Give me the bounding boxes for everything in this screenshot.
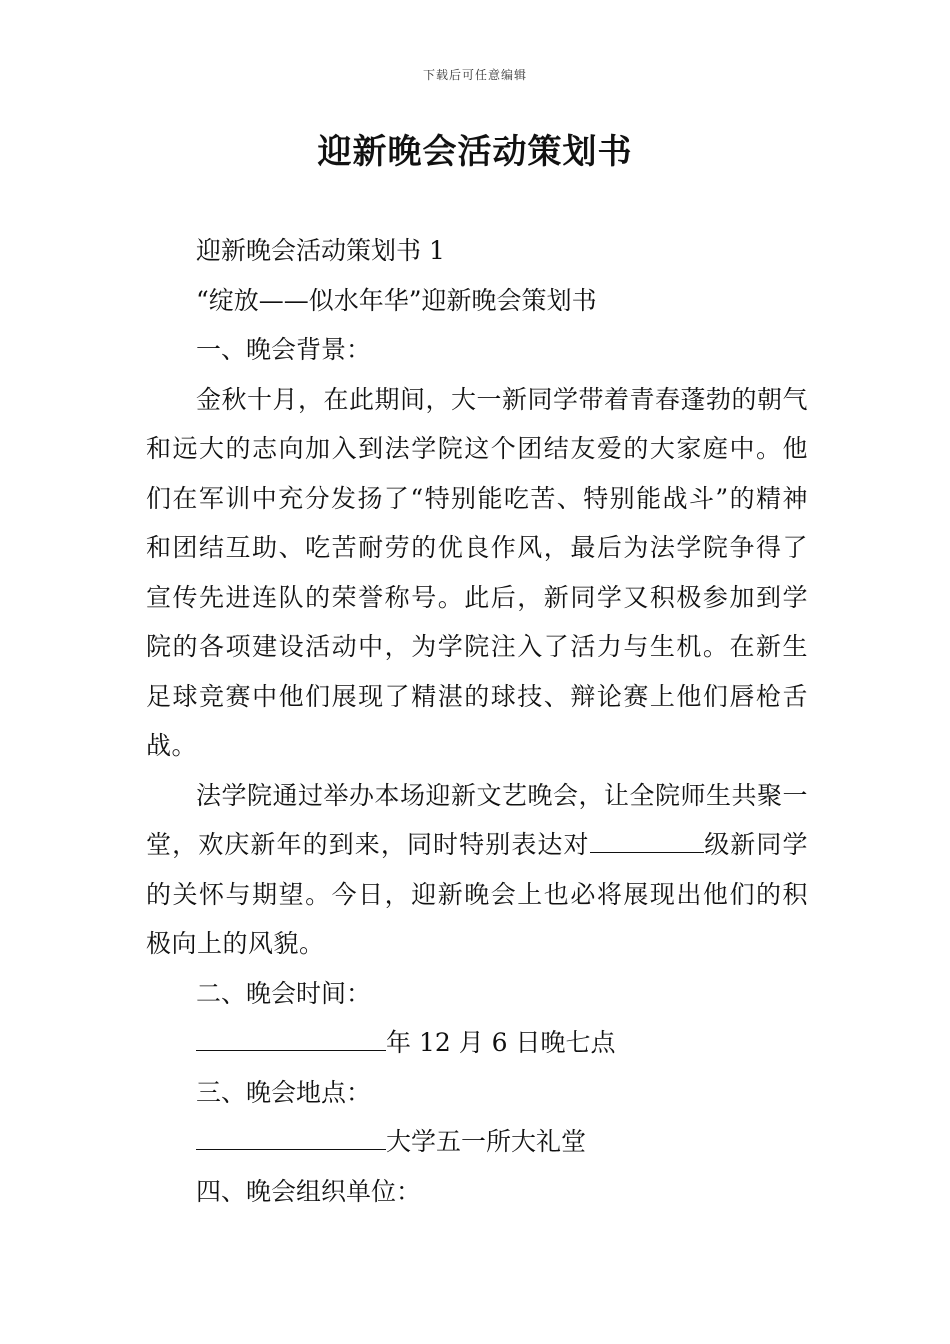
location-text: 大学五一所大礼堂 (386, 1127, 587, 1156)
location-line (146, 1117, 808, 1167)
grade-blank (590, 822, 704, 853)
plan-name-line: “绽放——似水年华”迎新晚会策划书 (196, 285, 597, 315)
purpose-paragraph (146, 771, 808, 969)
document-title: 迎新晚会活动策划书 (317, 132, 633, 172)
header-note: 下载后可任意编辑 (422, 68, 527, 82)
subtitle-line: 迎新晚会活动策划书 1 (196, 236, 445, 265)
purpose-text-before: 法学院通过举办本场迎新文艺晚会，让全院师生共聚一堂，欢庆新年的到来，同时特别表达对 (146, 780, 809, 859)
time-line (146, 1018, 808, 1068)
section-heading-time: 二、晚会时间： (196, 978, 372, 1008)
section-heading-background: 一、晚会背景： (196, 335, 372, 364)
time-text: 年 12 月 6 日晚七点 (386, 1028, 616, 1057)
background-paragraph: 金秋十月，在此期间，大一新同学带着青春蓬勃的朝气和远大的志向加入到法学院这个团结友爱的大家庭中。他们在军训中充分发扬了“特别能吃苦、特别能战斗”的精神和团结互助、吃苦耐劳的优良作风，最后为法学院争得了宣传先进连队的荣誉称号。此后，新同学又积极参加到学院的各项建设活动中，为学院注入了活力与生机。在新生足球竞赛中他们展现了精湛的球技、辩论赛上他们唇枪舌战。 (146, 384, 809, 760)
purpose-text-after: 级新同学的关怀与期望。今日，迎新晚会上也必将展现出他们的积极向上的风貌。 (146, 830, 808, 958)
section-heading-organizer: 四、晚会组织单位： (196, 1176, 422, 1206)
year-blank (196, 1020, 386, 1051)
university-blank (196, 1119, 386, 1150)
document-body (146, 226, 808, 1216)
section-heading-location: 三、晚会地点： (196, 1077, 372, 1107)
